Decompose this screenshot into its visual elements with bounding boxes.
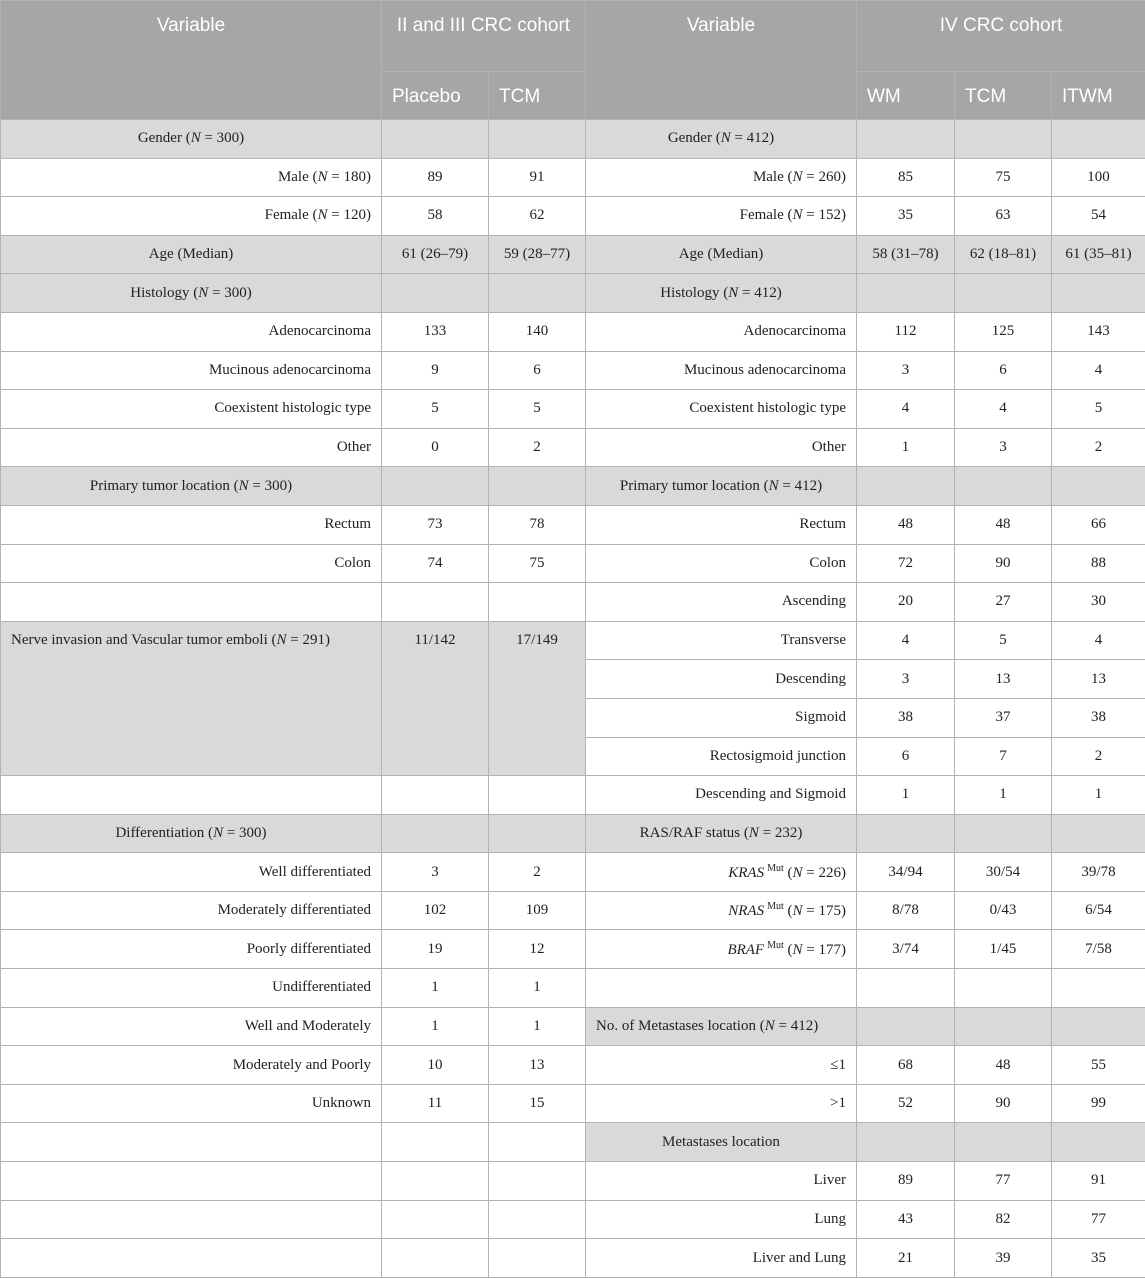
cell: 82 bbox=[955, 1200, 1052, 1239]
section-metastases-count: No. of Metastases location (N = 412) bbox=[586, 1007, 857, 1046]
cell bbox=[1, 1239, 382, 1278]
cell: 11 bbox=[382, 1084, 489, 1123]
cell bbox=[1052, 1123, 1145, 1162]
cell: 75 bbox=[489, 544, 586, 583]
cell bbox=[382, 1162, 489, 1201]
cell: 2 bbox=[489, 853, 586, 892]
row-label: Rectosigmoid junction bbox=[586, 737, 857, 776]
row-label: Colon bbox=[586, 544, 857, 583]
cell: 3 bbox=[955, 428, 1052, 467]
cell: 54 bbox=[1052, 197, 1145, 236]
cell: 6 bbox=[857, 737, 955, 776]
cohort-header-right: IV CRC cohort bbox=[857, 1, 1145, 72]
section-gender-left: Gender (N = 300) bbox=[1, 120, 382, 159]
cell: 27 bbox=[955, 583, 1052, 622]
row-label: Ascending bbox=[586, 583, 857, 622]
row-label: Descending and Sigmoid bbox=[586, 776, 857, 815]
cell: 35 bbox=[857, 197, 955, 236]
cell: 39/78 bbox=[1052, 853, 1145, 892]
cell: 58 (31–78) bbox=[857, 235, 955, 274]
cohort-header-left: II and III CRC cohort bbox=[382, 1, 586, 72]
cell bbox=[857, 969, 955, 1008]
cell: 21 bbox=[857, 1239, 955, 1278]
cell: 1/45 bbox=[955, 930, 1052, 969]
cell bbox=[382, 467, 489, 506]
cell: 13 bbox=[1052, 660, 1145, 699]
row-label: Descending bbox=[586, 660, 857, 699]
cell bbox=[586, 969, 857, 1008]
table-row bbox=[1, 1239, 1145, 1278]
cell: 5 bbox=[382, 390, 489, 429]
cell bbox=[382, 814, 489, 853]
cell: 1 bbox=[857, 776, 955, 815]
table-row bbox=[1, 621, 1145, 660]
cell bbox=[382, 1123, 489, 1162]
table-row bbox=[1, 583, 1145, 622]
row-label: Sigmoid bbox=[586, 698, 857, 737]
table-row bbox=[1, 969, 1145, 1008]
cell: 13 bbox=[955, 660, 1052, 699]
row-label bbox=[586, 853, 857, 892]
cell: 68 bbox=[857, 1046, 955, 1085]
row-label: Colon bbox=[1, 544, 382, 583]
cell: 9 bbox=[382, 351, 489, 390]
cell: 38 bbox=[1052, 698, 1145, 737]
cell bbox=[489, 583, 586, 622]
table-row bbox=[1, 1046, 1145, 1085]
cell bbox=[489, 814, 586, 853]
cell bbox=[1052, 467, 1145, 506]
cell: 62 (18–81) bbox=[955, 235, 1052, 274]
cell: 6 bbox=[955, 351, 1052, 390]
row-label: Unknown bbox=[1, 1084, 382, 1123]
cell bbox=[489, 776, 586, 815]
variable-header-right: Variable bbox=[586, 1, 857, 120]
sample-size: (N = 226) bbox=[788, 865, 846, 881]
cell bbox=[489, 1239, 586, 1278]
cell: 1 bbox=[489, 969, 586, 1008]
cell: 100 bbox=[1052, 158, 1145, 197]
table-row bbox=[1, 853, 1145, 892]
cell bbox=[1052, 274, 1145, 313]
cell: 90 bbox=[955, 1084, 1052, 1123]
cell: 89 bbox=[857, 1162, 955, 1201]
row-label: Rectum bbox=[1, 505, 382, 544]
mutation-superscript: Mut bbox=[767, 901, 784, 912]
cell: 1 bbox=[382, 969, 489, 1008]
cell: 109 bbox=[489, 891, 586, 930]
row-label: Well differentiated bbox=[1, 853, 382, 892]
cell: 77 bbox=[955, 1162, 1052, 1201]
cell: 38 bbox=[857, 698, 955, 737]
section-age-left: Age (Median) bbox=[1, 235, 382, 274]
cell: 140 bbox=[489, 312, 586, 351]
cell bbox=[489, 1123, 586, 1162]
table-row bbox=[1, 930, 1145, 969]
table-row bbox=[1, 351, 1145, 390]
placebo-header: Placebo bbox=[382, 72, 489, 120]
cell: 13 bbox=[489, 1046, 586, 1085]
cell: 10 bbox=[382, 1046, 489, 1085]
row-label: Well and Moderately bbox=[1, 1007, 382, 1046]
row-label: Mucinous adenocarcinoma bbox=[1, 351, 382, 390]
table-row bbox=[1, 274, 1145, 313]
cell: 35 bbox=[1052, 1239, 1145, 1278]
cell: 58 bbox=[382, 197, 489, 236]
table-row bbox=[1, 467, 1145, 506]
cell bbox=[382, 120, 489, 159]
cell: 48 bbox=[955, 1046, 1052, 1085]
cell bbox=[489, 120, 586, 159]
table-row bbox=[1, 120, 1145, 159]
section-primary-tumor-left: Primary tumor location (N = 300) bbox=[1, 467, 382, 506]
cell bbox=[857, 120, 955, 159]
table-row bbox=[1, 544, 1145, 583]
gene-name: BRAF bbox=[727, 942, 764, 958]
cell bbox=[1, 776, 382, 815]
itwm-header: ITWM bbox=[1052, 72, 1145, 120]
cell: 88 bbox=[1052, 544, 1145, 583]
cell bbox=[857, 274, 955, 313]
table-row bbox=[1, 235, 1145, 274]
table-header bbox=[1, 1, 1145, 120]
table-row bbox=[1, 891, 1145, 930]
cell: 4 bbox=[1052, 351, 1145, 390]
cell bbox=[955, 1007, 1052, 1046]
table-row bbox=[1, 390, 1145, 429]
row-label: ≤1 bbox=[586, 1046, 857, 1085]
row-label: Moderately and Poorly bbox=[1, 1046, 382, 1085]
section-gender-right: Gender (N = 412) bbox=[586, 120, 857, 159]
cell bbox=[955, 274, 1052, 313]
cell bbox=[382, 274, 489, 313]
cell bbox=[1052, 969, 1145, 1008]
cell bbox=[1052, 1007, 1145, 1046]
table-row bbox=[1, 1084, 1145, 1123]
table-row bbox=[1, 1200, 1145, 1239]
row-label: Lung bbox=[586, 1200, 857, 1239]
cell: 2 bbox=[1052, 737, 1145, 776]
cell: 102 bbox=[382, 891, 489, 930]
section-ras-raf-status: RAS/RAF status (N = 232) bbox=[586, 814, 857, 853]
cell: 91 bbox=[1052, 1162, 1145, 1201]
cell bbox=[382, 1200, 489, 1239]
row-label bbox=[586, 891, 857, 930]
cell: 133 bbox=[382, 312, 489, 351]
cell: 99 bbox=[1052, 1084, 1145, 1123]
cell: 6 bbox=[489, 351, 586, 390]
cell: 11/142 bbox=[382, 621, 489, 775]
row-label: Rectum bbox=[586, 505, 857, 544]
table-row bbox=[1, 1123, 1145, 1162]
mutation-superscript: Mut bbox=[767, 863, 784, 874]
cell bbox=[489, 467, 586, 506]
section-nerve-invasion: Nerve invasion and Vascular tumor emboli (N = 291) bbox=[1, 621, 382, 775]
row-label: Liver and Lung bbox=[586, 1239, 857, 1278]
cell bbox=[857, 814, 955, 853]
cell bbox=[955, 969, 1052, 1008]
mutation-superscript: Mut bbox=[767, 940, 784, 951]
cell: 63 bbox=[955, 197, 1052, 236]
cell bbox=[955, 1123, 1052, 1162]
cell: 15 bbox=[489, 1084, 586, 1123]
cell: 91 bbox=[489, 158, 586, 197]
cell: 37 bbox=[955, 698, 1052, 737]
cell: 74 bbox=[382, 544, 489, 583]
cell: 143 bbox=[1052, 312, 1145, 351]
section-metastases-location: Metastases location bbox=[586, 1123, 857, 1162]
cell: 4 bbox=[857, 390, 955, 429]
row-label: Other bbox=[1, 428, 382, 467]
cell: 52 bbox=[857, 1084, 955, 1123]
section-histology-right: Histology (N = 412) bbox=[586, 274, 857, 313]
cell bbox=[1, 583, 382, 622]
gene-name: KRAS bbox=[728, 865, 764, 881]
gene-name: NRAS bbox=[728, 903, 764, 919]
cell: 30/54 bbox=[955, 853, 1052, 892]
cell: 1 bbox=[955, 776, 1052, 815]
cell: 5 bbox=[1052, 390, 1145, 429]
cell bbox=[489, 1162, 586, 1201]
cell: 1 bbox=[1052, 776, 1145, 815]
cell: 12 bbox=[489, 930, 586, 969]
row-label: Other bbox=[586, 428, 857, 467]
cell bbox=[955, 814, 1052, 853]
row-label: Female (N = 152) bbox=[586, 197, 857, 236]
cell: 89 bbox=[382, 158, 489, 197]
cell: 62 bbox=[489, 197, 586, 236]
cell: 0 bbox=[382, 428, 489, 467]
cell: 59 (28–77) bbox=[489, 235, 586, 274]
cell: 30 bbox=[1052, 583, 1145, 622]
cell bbox=[857, 1007, 955, 1046]
cell: 7/58 bbox=[1052, 930, 1145, 969]
cell: 4 bbox=[955, 390, 1052, 429]
cell: 4 bbox=[1052, 621, 1145, 660]
cell: 34/94 bbox=[857, 853, 955, 892]
table-row bbox=[1, 428, 1145, 467]
table-row bbox=[1, 1007, 1145, 1046]
table-row bbox=[1, 158, 1145, 197]
row-label: Male (N = 180) bbox=[1, 158, 382, 197]
cell bbox=[382, 776, 489, 815]
cell bbox=[382, 583, 489, 622]
table-row bbox=[1, 505, 1145, 544]
cell: 72 bbox=[857, 544, 955, 583]
table-row bbox=[1, 814, 1145, 853]
row-label: Moderately differentiated bbox=[1, 891, 382, 930]
cell bbox=[489, 274, 586, 313]
cell bbox=[1052, 814, 1145, 853]
cell: 20 bbox=[857, 583, 955, 622]
cell: 39 bbox=[955, 1239, 1052, 1278]
cell: 8/78 bbox=[857, 891, 955, 930]
cell: 48 bbox=[955, 505, 1052, 544]
sample-size: (N = 177) bbox=[788, 942, 846, 958]
cell: 125 bbox=[955, 312, 1052, 351]
cell bbox=[857, 1123, 955, 1162]
cell: 5 bbox=[955, 621, 1052, 660]
row-label bbox=[586, 930, 857, 969]
cell: 3 bbox=[382, 853, 489, 892]
cell: 2 bbox=[489, 428, 586, 467]
cell: 1 bbox=[857, 428, 955, 467]
cell: 5 bbox=[489, 390, 586, 429]
tcm-header-left: TCM bbox=[489, 72, 586, 120]
variable-header-left: Variable bbox=[1, 1, 382, 120]
cell: 1 bbox=[382, 1007, 489, 1046]
cell: 85 bbox=[857, 158, 955, 197]
row-label: Female (N = 120) bbox=[1, 197, 382, 236]
table-row bbox=[1, 197, 1145, 236]
row-label: Adenocarcinoma bbox=[1, 312, 382, 351]
cell: 3/74 bbox=[857, 930, 955, 969]
row-label: Coexistent histologic type bbox=[1, 390, 382, 429]
cell: 61 (26–79) bbox=[382, 235, 489, 274]
cell bbox=[857, 467, 955, 506]
row-label: Coexistent histologic type bbox=[586, 390, 857, 429]
section-age-right: Age (Median) bbox=[586, 235, 857, 274]
cell: 112 bbox=[857, 312, 955, 351]
cell bbox=[1052, 120, 1145, 159]
section-histology-left: Histology (N = 300) bbox=[1, 274, 382, 313]
cell bbox=[489, 1200, 586, 1239]
cell: 4 bbox=[857, 621, 955, 660]
row-label: Undifferentiated bbox=[1, 969, 382, 1008]
row-label: >1 bbox=[586, 1084, 857, 1123]
section-differentiation: Differentiation (N = 300) bbox=[1, 814, 382, 853]
cell: 7 bbox=[955, 737, 1052, 776]
cell bbox=[955, 120, 1052, 159]
row-label: Liver bbox=[586, 1162, 857, 1201]
wm-header: WM bbox=[857, 72, 955, 120]
cell: 2 bbox=[1052, 428, 1145, 467]
cell: 43 bbox=[857, 1200, 955, 1239]
cell: 61 (35–81) bbox=[1052, 235, 1145, 274]
row-label: Adenocarcinoma bbox=[586, 312, 857, 351]
cell: 0/43 bbox=[955, 891, 1052, 930]
table-row bbox=[1, 312, 1145, 351]
cell bbox=[1, 1162, 382, 1201]
cell bbox=[382, 1239, 489, 1278]
table-row bbox=[1, 776, 1145, 815]
sample-size: (N = 175) bbox=[788, 903, 846, 919]
cell: 48 bbox=[857, 505, 955, 544]
row-label: Poorly differentiated bbox=[1, 930, 382, 969]
cell: 19 bbox=[382, 930, 489, 969]
cell: 3 bbox=[857, 660, 955, 699]
table-row bbox=[1, 1162, 1145, 1201]
cell: 78 bbox=[489, 505, 586, 544]
row-label: Transverse bbox=[586, 621, 857, 660]
tcm-header-right: TCM bbox=[955, 72, 1052, 120]
cell bbox=[1, 1123, 382, 1162]
cell: 1 bbox=[489, 1007, 586, 1046]
cell: 90 bbox=[955, 544, 1052, 583]
cell bbox=[955, 467, 1052, 506]
cell: 73 bbox=[382, 505, 489, 544]
cell: 55 bbox=[1052, 1046, 1145, 1085]
row-label: Male (N = 260) bbox=[586, 158, 857, 197]
cell: 3 bbox=[857, 351, 955, 390]
cell: 66 bbox=[1052, 505, 1145, 544]
cell: 77 bbox=[1052, 1200, 1145, 1239]
cell: 17/149 bbox=[489, 621, 586, 775]
row-label: Mucinous adenocarcinoma bbox=[586, 351, 857, 390]
cell: 75 bbox=[955, 158, 1052, 197]
section-primary-tumor-right: Primary tumor location (N = 412) bbox=[586, 467, 857, 506]
cell bbox=[1, 1200, 382, 1239]
cell: 6/54 bbox=[1052, 891, 1145, 930]
